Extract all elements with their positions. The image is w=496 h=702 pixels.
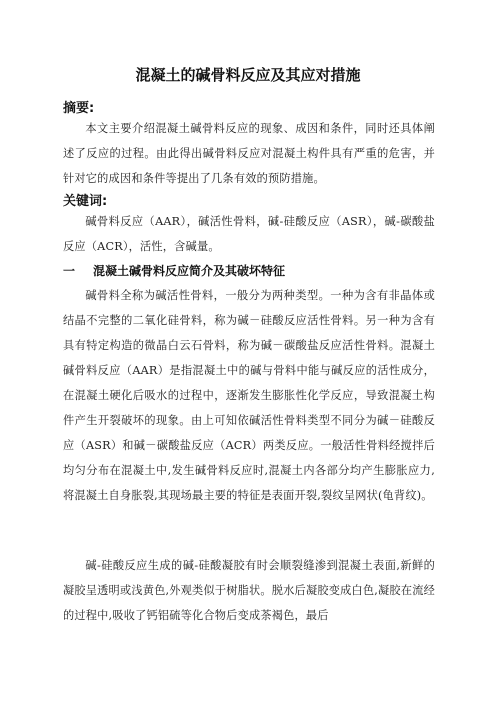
section-paragraph-2: 碱-硅酸反应生成的碱-硅酸凝胶有时会顺裂缝渗到混凝土表面,新鲜的凝胶呈透明或浅黄色,外观类似于树脂状。脱水后凝胶变成白色,凝胶在流经的过程中,吸收了钙铝硫等化合物后变成茶褐色，最后 — [63, 559, 435, 622]
abstract-paragraph: 本文主要介绍混凝土碱骨料反应的现象、成因和条件，同时还具体阐述了反应的过程。由此得出碱骨料反应对混凝土构件具有严重的危害，并针对它的成因和条件等提出了几条有效的预防措施。 — [63, 122, 435, 185]
keywords-paragraph: 碱骨料反应（AAR），碱活性骨料，碱-硅酸反应（ASR），碱-碳酸盐反应（ACR），活性，含碱量。 — [63, 215, 435, 253]
section-title: 混凝土碱骨料反应简介及其破坏特征 — [93, 264, 286, 278]
document-title: 混凝土的碱骨料反应及其应对措施 — [135, 66, 361, 84]
section-paragraph-1: 碱骨料全称为碱活性骨料，一般分为两种类型。一种为含有非晶体或结晶不完整的二氧化硅骨料，称为碱－硅酸反应活性骨料。另一种为含有具有特定构造的微晶白云石骨料，称为碱－碳酸盐反应活性骨料。混凝土碱骨料反应（AAR）是指混凝土中的碱与骨料中能与碱反应的活性成分，在混凝土硬化后吸水的过程中，逐渐发生膨胀性化学反应，导致混凝土构件产生开裂破坏的现象。由上可知依碱活性骨料类型不同分为碱－硅酸反应（ASR）和碱－碳酸盐反应（ACR）两类反应。一般活性骨料经搅拌后均匀分布在混凝土中,发生碱骨料反应时,混凝土内各部分均产生膨胀应力,将混凝土自身胀裂,其现场最主要的特征是表面开裂,裂纹呈网状(龟背纹)。 — [63, 289, 435, 502]
keywords-heading: 关键词: — [63, 194, 108, 209]
section-heading — [63, 262, 285, 279]
abstract-heading: 摘要: — [63, 101, 95, 116]
section-number: 一 — [63, 264, 76, 278]
